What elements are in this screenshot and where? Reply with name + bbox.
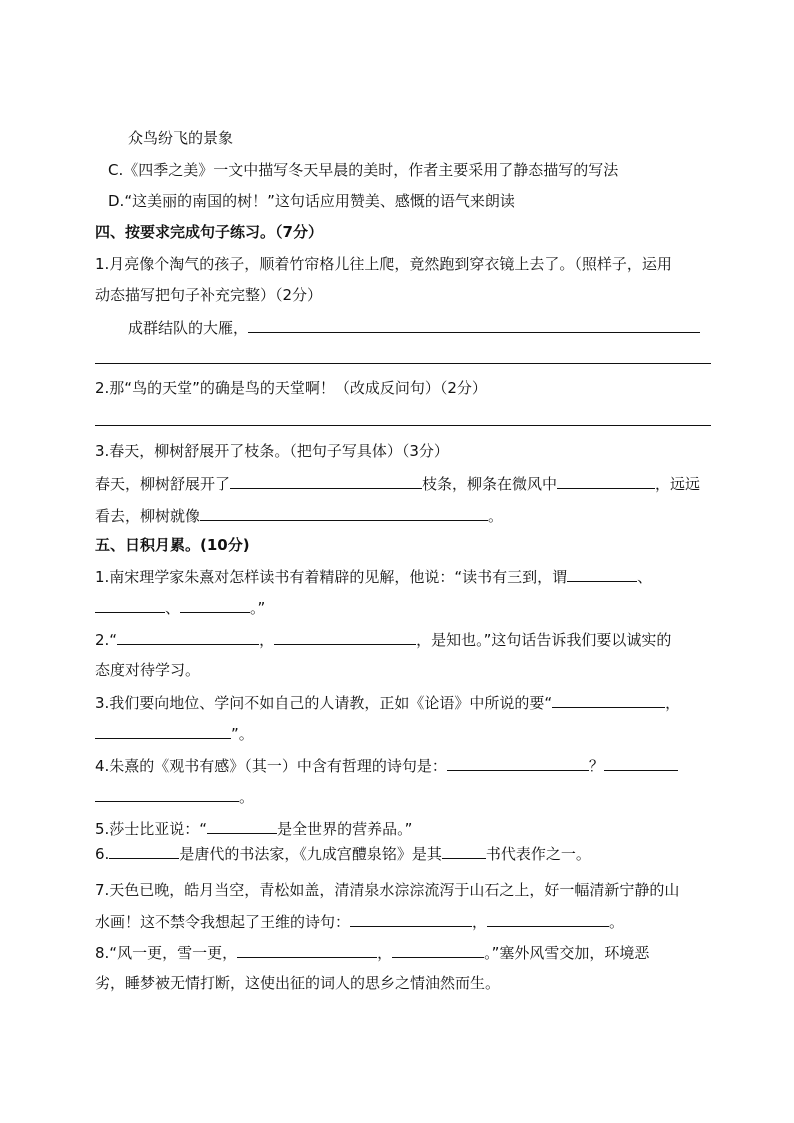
s5-q1-end: 。” <box>250 599 266 617</box>
s5-q1-line2 <box>95 597 265 618</box>
option-c: C.《四季之美》一文中描写冬天早晨的美时，作者主要采用了静态描写的写法 <box>108 161 619 179</box>
s5-q2-line1 <box>95 629 671 650</box>
s5-q8-text-b: 。”塞外风雪交加，环境恶 <box>484 944 650 962</box>
s5-q4-blank-1[interactable] <box>447 755 589 771</box>
s5-q6-blank-2[interactable] <box>442 843 486 859</box>
s5-q2-blank-1[interactable] <box>117 629 259 645</box>
s4-q3-blank-1[interactable] <box>230 473 422 489</box>
s4-q3-text-b: 枝条，柳条在微风中 <box>422 475 558 493</box>
s4-q3-blank-2[interactable] <box>557 473 655 489</box>
s5-q4-line1 <box>95 755 678 776</box>
s5-q7-end: 。 <box>609 913 625 931</box>
s5-q3-sep: ， <box>665 694 681 712</box>
s5-q7-text: 水画！这不禁令我想起了王维的诗句： <box>95 913 351 931</box>
s4-q3-text-a: 春天，柳树舒展开了 <box>95 475 231 493</box>
s5-q3-text: 3.我们要向地位、学问不如自己的人请教，正如《论语》中所说的要“ <box>95 694 553 712</box>
s4-q1-answer-line <box>128 317 700 338</box>
s5-q4-qmark: ？ <box>588 757 604 775</box>
s5-q4-end: 。 <box>239 788 255 806</box>
s4-q1-prompt: 成群结队的大雁， <box>128 319 249 337</box>
s5-q3-end: ”。 <box>231 725 254 743</box>
s5-q3-line1 <box>95 692 680 713</box>
s5-q1-blank-2[interactable] <box>95 597 165 613</box>
s4-q2: 2.那“鸟的天堂”的确是鸟的天堂啊！（改成反问句）（2分） <box>95 379 487 397</box>
s5-q7-line1: 7.天色已晚，皓月当空，青松如盖，清清泉水淙淙流泻于山石之上，好一幅清新宁静的山 <box>95 881 680 899</box>
s5-q5-text: 5.莎士比亚说：“ <box>95 820 208 838</box>
s5-q2-open: 2.“ <box>95 631 118 649</box>
s5-q6-text: 是唐代的书法家，《九成宫醴泉铭》是其 <box>179 845 442 863</box>
s5-q8-text: 8.“风一更，雪一更， <box>95 944 238 962</box>
s5-q6-blank-1[interactable] <box>109 843 179 859</box>
s4-q3-text-d: 看去，柳树就像 <box>95 507 201 525</box>
s5-q8-blank-2[interactable] <box>392 942 484 958</box>
s5-q4-blank-3[interactable] <box>95 786 239 802</box>
s5-q3-blank-1[interactable] <box>552 692 665 708</box>
option-b-continuation: 众鸟纷飞的景象 <box>128 129 234 147</box>
s4-q1-blank[interactable] <box>248 317 700 333</box>
s5-q1-blank-3[interactable] <box>180 597 250 613</box>
s5-q3-line2 <box>95 723 254 744</box>
s4-q3-text-c: ，远远 <box>655 475 701 493</box>
s5-q5 <box>95 818 412 839</box>
s5-q5-blank[interactable] <box>207 818 277 834</box>
section-5-title: 五、日积月累。(10分) <box>95 536 250 554</box>
s4-q3-text-e: 。 <box>488 507 504 525</box>
s5-q2-text: ，是知也。”这句话告诉我们要以诚实的 <box>416 631 672 649</box>
s5-q5-end: 是全世界的营养品。” <box>277 820 413 838</box>
s5-q8-line1 <box>95 942 649 963</box>
s5-q1-text: 1.南宋理学家朱熹对怎样读书有着精辟的见解，他说：“读书有三到，谓 <box>95 568 568 586</box>
s5-q7-sep: ， <box>472 913 488 931</box>
s5-q6-num: 6. <box>95 845 110 863</box>
s4-q1-line1: 1.月亮像个淘气的孩子，顺着竹帘格儿往上爬，竟然跑到穿衣镜上去了。（照样子，运用 <box>95 255 672 273</box>
s5-q1-blank-1[interactable] <box>567 566 637 582</box>
section-4-title: 四、按要求完成句子练习。（7分） <box>95 223 323 241</box>
s5-q7-blank-1[interactable] <box>350 911 472 927</box>
s4-q3-line3 <box>95 505 503 526</box>
s5-q2-blank-2[interactable] <box>274 629 416 645</box>
s4-q3-blank-3[interactable] <box>200 505 488 521</box>
s4-q3-line1: 3.春天，柳树舒展开了枝条。（把句子写具体）（3分） <box>95 442 449 460</box>
s5-q7-line2 <box>95 911 624 932</box>
s5-q6 <box>95 843 591 864</box>
s5-q1-sep-2: 、 <box>165 599 181 617</box>
s5-q8-sep: ， <box>377 944 393 962</box>
s5-q6-end: 书代表作之一。 <box>485 845 591 863</box>
s5-q2-line2: 态度对待学习。 <box>95 661 201 679</box>
s5-q4-text: 4.朱熹的《观书有感》（其一）中含有哲理的诗句是： <box>95 757 447 775</box>
s5-q1-sep: 、 <box>637 568 653 586</box>
s5-q7-blank-2[interactable] <box>487 911 609 927</box>
s5-q4-blank-2[interactable] <box>604 755 678 771</box>
s4-q1-answer-rule[interactable] <box>95 363 711 364</box>
s5-q8-line2: 劣，睡梦被无情打断，这使出征的词人的思乡之情油然而生。 <box>95 974 501 992</box>
s5-q8-blank-1[interactable] <box>237 942 377 958</box>
s5-q1-line1 <box>95 566 652 587</box>
s5-q3-blank-2[interactable] <box>95 723 231 739</box>
s4-q3-line2 <box>95 473 700 494</box>
s4-q2-answer-rule[interactable] <box>95 425 711 426</box>
s5-q2-sep: ， <box>259 631 275 649</box>
option-d: D.“这美丽的南国的树！”这句话应用赞美、感慨的语气来朗读 <box>108 192 515 210</box>
s5-q4-line2 <box>95 786 254 807</box>
s4-q1-line2: 动态描写把句子补充完整）（2分） <box>95 286 323 304</box>
